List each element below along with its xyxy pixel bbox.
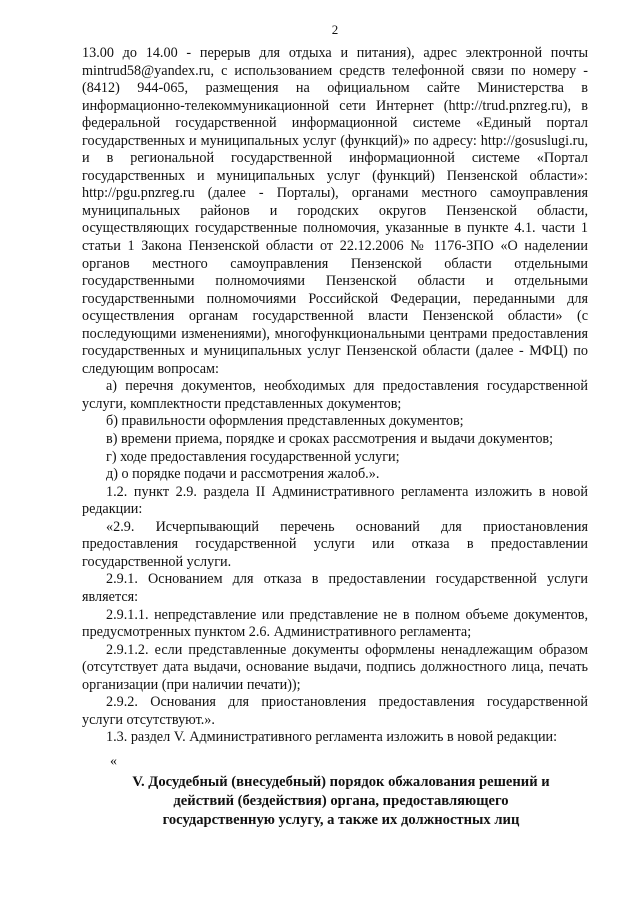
heading-line-1: V. Досудебный (внесудебный) порядок обжалования решений и bbox=[132, 773, 550, 790]
paragraph-2-9-1: 2.9.1. Основанием для отказа в предоставлении государственной услуги является: bbox=[82, 571, 588, 605]
paragraph-item-g: г) ходе предоставления государственной услуги; bbox=[106, 448, 400, 465]
body-text bbox=[82, 45, 588, 747]
heading-line-2: действий (бездействия) органа, предоставляющего bbox=[173, 792, 509, 809]
paragraph-item-a: а) перечня документов, необходимых для предоставления государственной услуги, комплектности представленных документов; bbox=[82, 378, 588, 412]
paragraph-1-3: 1.3. раздел V. Административного регламента изложить в новой редакции: bbox=[106, 729, 558, 746]
paragraph-2-9-1-1: 2.9.1.1. непредставление или представление не в полном объеме документов, предусмотренных пунктом 2.6. Административного регламента; bbox=[82, 606, 588, 641]
paragraph-1-2: 1.2. пункт 2.9. раздела II Административного регламента изложить в новой редакции: bbox=[82, 483, 588, 518]
paragraph-2-9: «2.9. Исчерпывающий перечень оснований для приостановления предоставления государственной услуги или отказа в предоставлении государственной услуги. bbox=[82, 518, 588, 570]
section-heading bbox=[82, 773, 588, 830]
paragraph-item-d: д) о порядке подачи и рассмотрения жалоб.». bbox=[106, 466, 380, 483]
opening-quote-mark: « bbox=[110, 753, 117, 769]
page-number: 2 bbox=[331, 22, 339, 37]
heading-line-3: государственную услугу, а также их должностных лиц bbox=[162, 811, 520, 828]
paragraph-item-v: в) времени приема, порядке и сроках рассмотрения и выдачи документов; bbox=[106, 431, 554, 448]
paragraph-2-9-1-2: 2.9.1.2. если представленные документы оформлены ненадлежащим образом (отсутствует дата выдачи, основание выдачи, подпись должностного лица, печать организации (при наличии печати)); bbox=[82, 641, 588, 693]
paragraph-item-b: б) правильности оформления представленных документов; bbox=[106, 413, 464, 430]
paragraph-2-9-2: 2.9.2. Основания для приостановления предоставления государственной услуги отсутствуют.». bbox=[82, 694, 588, 728]
paragraph-1: 13.00 до 14.00 - перерыв для отдыха и питания), адрес электронной почты mintrud58@yandex.ru, с использованием средств телефонной связи по номеру - (8412) 944-065, размещения на официальном сайте Министерства в информационно-телекоммуникационной сети Интернет (http://trud.pnzreg.ru), в федеральной государственной информационной системе «Единый портал государственных и муниципальных услуг (функций)» по адресу: http://gosuslugi.ru, и в региональной государственной информационной системе «Портал государственных и муниципальных услуг (функций) Пензенской области»: http://pgu.pnzreg.ru (далее - Порталы), органами местного самоуправления муниципальных районов и городских округов Пензенской области, осуществляющих государственные полномочия, указанные в пункте 4.1. части 1 статьи 1 Закона Пензенской области от 22.12.2006 № 1176-ЗПО «О наделении органов местного самоуправления Пензенской области отдельными государственными полномочиями Пензенской области и отдельными государственными полномочиями Российской Федерации, переданными для осуществления органам государственной власти Пензенской области» (с последующими изменениями), многофункциональными центрами предоставления государственных и муниципальных услуг Пензенской области (далее - МФЦ) по следующим вопросам: bbox=[82, 45, 588, 377]
